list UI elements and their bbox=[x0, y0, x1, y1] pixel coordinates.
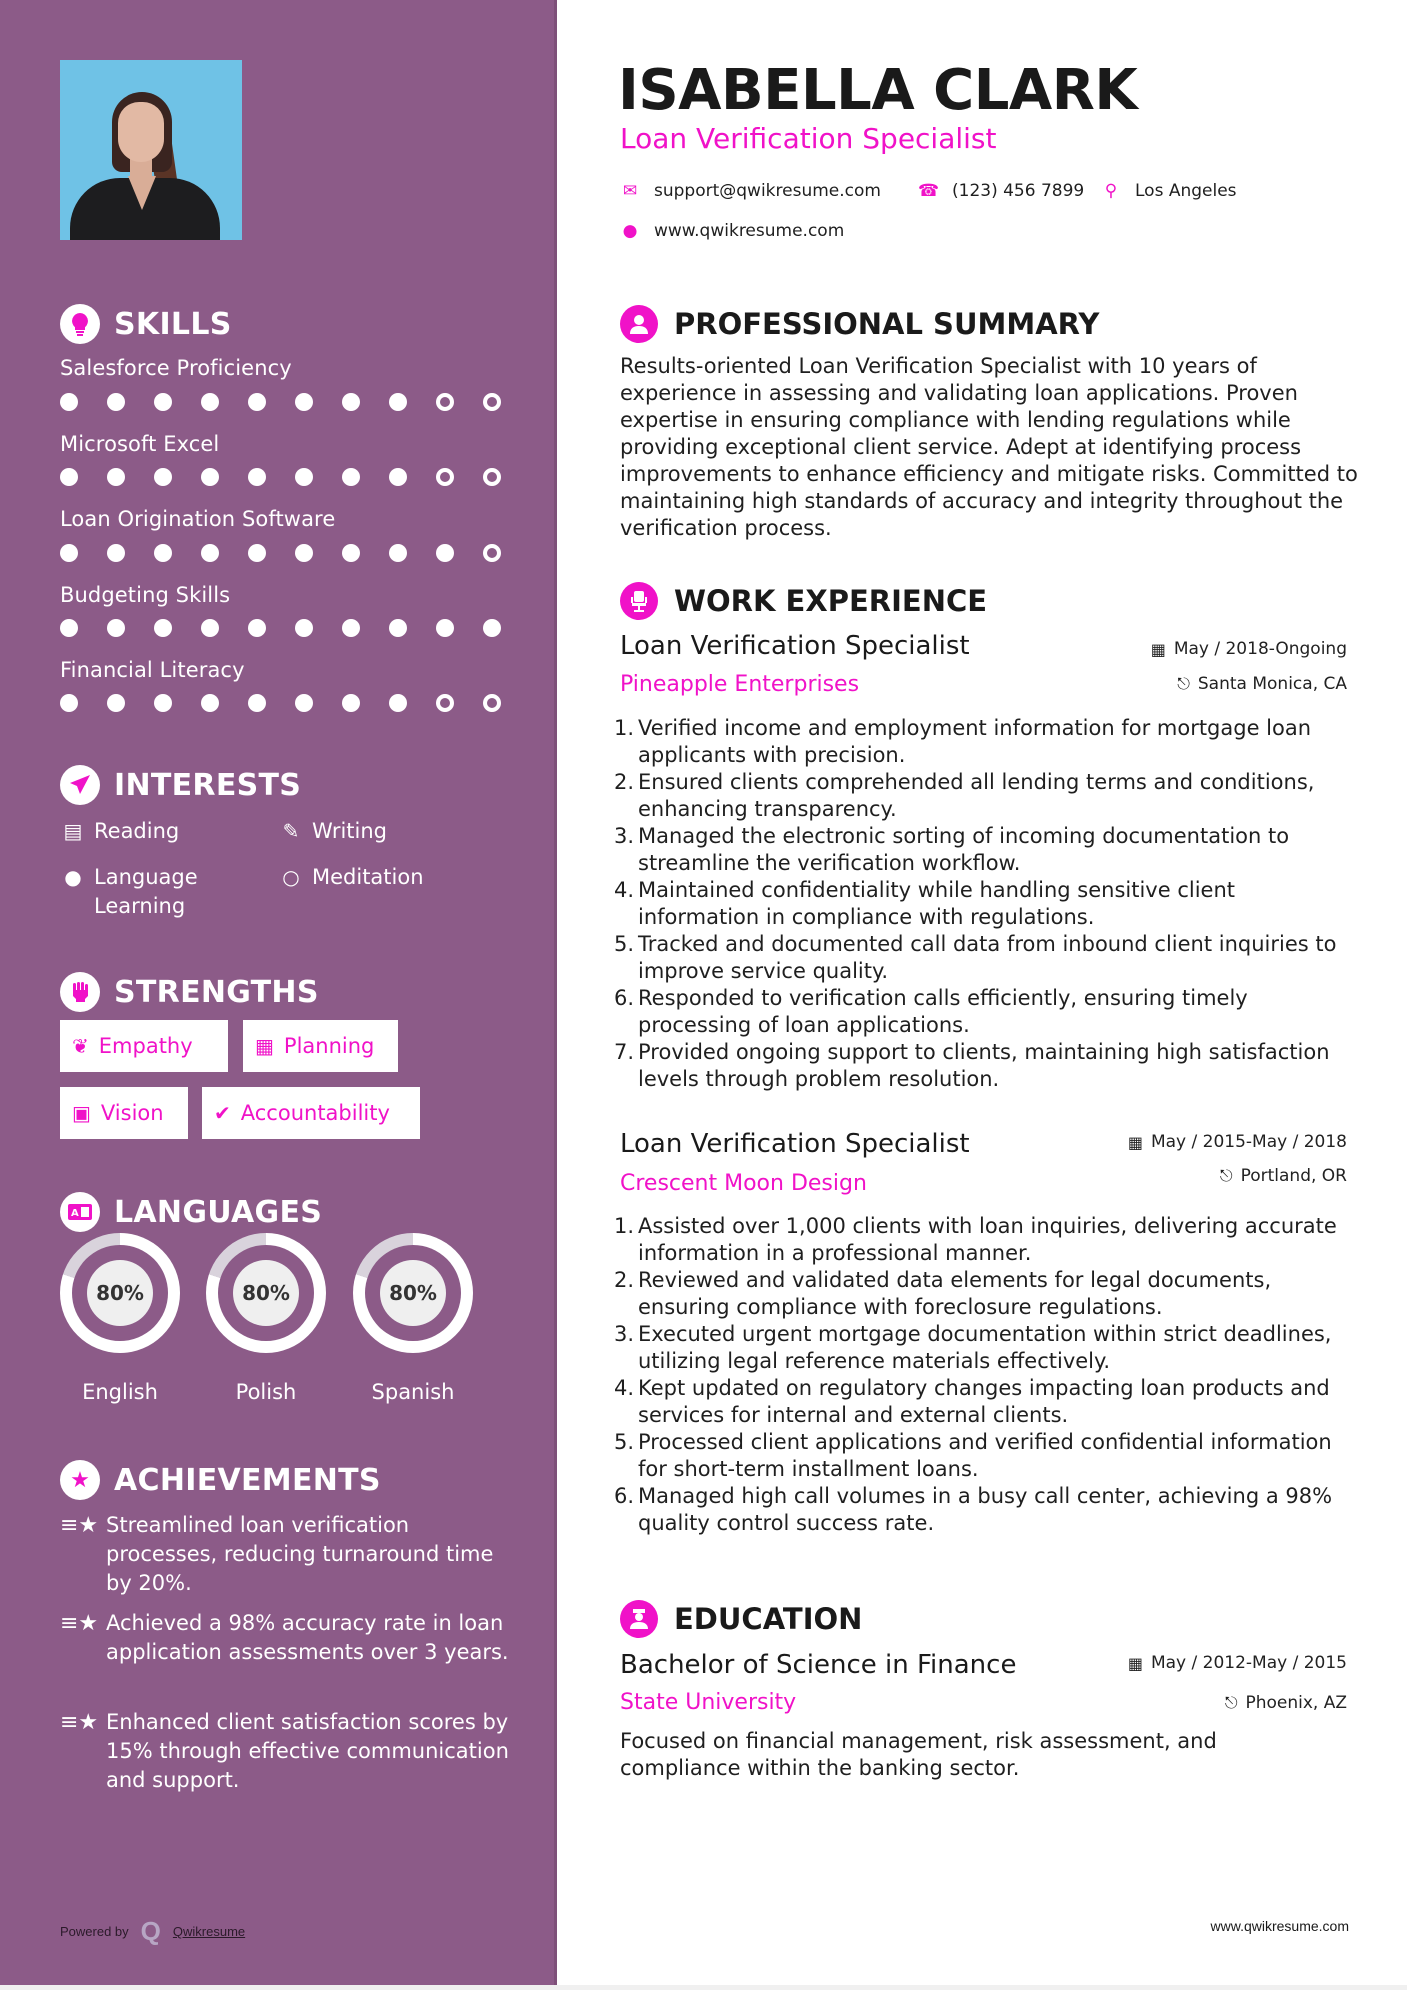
powered-by: Powered by Q Qwikresume bbox=[60, 1916, 246, 1946]
profile-photo bbox=[60, 60, 242, 240]
skill-rating bbox=[60, 393, 501, 411]
contact-phone: ☎ (123) 456 7899 bbox=[918, 181, 1085, 201]
degree-title: Bachelor of Science in Finance bbox=[620, 1650, 1017, 1680]
page-bottom-edge bbox=[0, 1985, 1407, 1990]
job-location: ⎋ Portland, OR bbox=[1219, 1166, 1347, 1186]
skill-label: Salesforce Proficiency bbox=[60, 356, 292, 380]
strength-chip: ▣ Vision bbox=[60, 1087, 188, 1139]
achievement-item: ≡★ Enhanced client satisfaction scores by 15% through effective communication and support. bbox=[60, 1708, 520, 1795]
bullet-item: 5. Processed client applications and verified confidential information for short-term installment loans. bbox=[613, 1430, 1332, 1481]
language-label: Polish bbox=[235, 1380, 297, 1404]
bullet-item: 3. Managed the electronic sorting of incoming documentation to streamline the verification workflow. bbox=[613, 824, 1290, 875]
skill-rating bbox=[60, 544, 501, 562]
education-location: ⎋ Phoenix, AZ bbox=[1224, 1693, 1347, 1713]
skill-rating bbox=[60, 468, 501, 486]
footer-website[interactable]: www.qwikresume.com bbox=[1210, 1918, 1349, 1934]
bullet-item: 5. Tracked and documented call data from inbound client inquiries to improve service quality. bbox=[613, 932, 1337, 983]
interest-item: ▤ Reading bbox=[60, 817, 179, 846]
bullet-item: 2. Reviewed and validated data elements for legal documents, ensuring compliance with foreclosure regulations. bbox=[613, 1268, 1272, 1319]
interests-heading: INTERESTS bbox=[60, 765, 301, 805]
language-meter-english: 80% bbox=[60, 1233, 180, 1353]
qwikresume-logo-icon: Q bbox=[140, 1916, 161, 1946]
binoculars-icon: ▣ bbox=[72, 1101, 91, 1125]
calendar-icon: ▦ bbox=[1127, 1132, 1143, 1152]
fist-icon bbox=[60, 972, 100, 1012]
strengths-heading: STRENGTHS bbox=[60, 972, 319, 1012]
globe-icon: ● bbox=[64, 865, 82, 889]
phone-icon: ☎ bbox=[918, 181, 940, 201]
office-chair-icon bbox=[620, 582, 658, 620]
bullet-item: 7. Provided ongoing support to clients, maintaining high satisfaction levels through problem resolution. bbox=[613, 1040, 1330, 1091]
language-meter-spanish: 80% bbox=[353, 1233, 473, 1353]
summary-text: Results-oriented Loan Verification Specialist with 10 years of experience in assessing and validating loan applications. Proven expertise in ensuring compliance with lending regulations while providing exceptional client service. Adept at identifying process improvements to enhance efficiency and mitigate risks. Committed to maintaining high standards of accuracy and integrity throughout the verification process. bbox=[620, 354, 1358, 540]
pushpin-icon: ⎋ bbox=[1224, 1693, 1238, 1712]
bullet-item: 4. Kept updated on regulatory changes impacting loan products and services for internal and external clients. bbox=[613, 1376, 1330, 1427]
check-circle-icon: ✔ bbox=[214, 1101, 231, 1125]
strength-chip: ❦ Empathy bbox=[60, 1020, 228, 1072]
job-title: Loan Verification Specialist bbox=[620, 1129, 970, 1159]
shooting-star-icon: ≡★ bbox=[60, 1513, 99, 1538]
skill-label: Microsoft Excel bbox=[60, 432, 220, 456]
contact-email: ✉ support@qwikresume.com bbox=[620, 181, 881, 201]
calendar-icon: ▦ bbox=[255, 1034, 274, 1058]
shooting-star-icon: ≡★ bbox=[60, 1611, 99, 1636]
shooting-star-icon: ≡★ bbox=[60, 1710, 99, 1735]
handshake-icon: ❦ bbox=[72, 1034, 89, 1058]
language-meter-polish: 80% bbox=[206, 1233, 326, 1353]
user-icon bbox=[620, 305, 658, 343]
education-description: Focused on financial management, risk assessment, and compliance within the banking sector. bbox=[620, 1729, 1217, 1780]
language-label: English bbox=[82, 1380, 158, 1404]
strength-chip: ▦ Planning bbox=[243, 1020, 398, 1072]
pushpin-icon: ⎋ bbox=[1177, 674, 1190, 693]
interest-item: ● Language Learning bbox=[60, 863, 198, 921]
achievement-item: ≡★ Achieved a 98% accuracy rate in loan application assessments over 3 years. bbox=[60, 1609, 520, 1667]
globe-icon: ● bbox=[622, 221, 638, 241]
svg-text:A: A bbox=[71, 1208, 79, 1219]
contact-website: ● www.qwikresume.com bbox=[620, 221, 844, 241]
skill-label: Budgeting Skills bbox=[60, 583, 231, 607]
calendar-icon: ▦ bbox=[1127, 1653, 1143, 1673]
skills-heading: SKILLS bbox=[60, 304, 232, 344]
circle-icon: ○ bbox=[282, 865, 300, 889]
bullet-item: 1. Assisted over 1,000 clients with loan inquiries, delivering accurate information in a professional manner. bbox=[613, 1214, 1337, 1265]
achievements-heading: ★ ACHIEVEMENTS bbox=[60, 1460, 381, 1500]
interest-item: ✎ Writing bbox=[278, 817, 387, 846]
summary-heading: PROFESSIONAL SUMMARY bbox=[620, 304, 1099, 344]
book-icon: ▤ bbox=[63, 819, 83, 843]
school-name: State University bbox=[620, 1690, 797, 1715]
candidate-name: ISABELLA CLARK bbox=[618, 58, 1138, 123]
qwikresume-link[interactable]: Qwikresume bbox=[172, 1924, 246, 1939]
bullet-item: 4. Maintained confidentiality while handling sensitive client information in compliance with regulations. bbox=[613, 878, 1236, 929]
job-bullets bbox=[610, 1213, 1360, 1537]
job-location: ⎋ Santa Monica, CA bbox=[1177, 674, 1347, 694]
lightbulb-icon bbox=[60, 304, 100, 344]
bullet-item: 1. Verified income and employment information for mortgage loan applicants with precision. bbox=[613, 716, 1312, 767]
language-icon bbox=[60, 1192, 100, 1232]
education-dates: ▦ May / 2012-May / 2015 bbox=[1127, 1653, 1347, 1673]
job-dates: ▦ May / 2018-Ongoing bbox=[1150, 639, 1347, 659]
envelope-icon: ✉ bbox=[622, 181, 638, 201]
job-dates: ▦ May / 2015-May / 2018 bbox=[1127, 1132, 1347, 1152]
skill-label: Financial Literacy bbox=[60, 658, 245, 682]
achievement-item: ≡★ Streamlined loan verification processes, reducing turnaround time by 20%. bbox=[60, 1511, 520, 1598]
skill-label: Loan Origination Software bbox=[60, 507, 336, 531]
map-pin-icon: ⚲ bbox=[1104, 181, 1118, 201]
star-icon: ★ bbox=[60, 1460, 100, 1500]
work-heading: WORK EXPERIENCE bbox=[620, 581, 987, 621]
job-company: Crescent Moon Design bbox=[620, 1171, 867, 1196]
graduate-icon bbox=[620, 1600, 658, 1638]
sidebar bbox=[0, 0, 557, 1985]
job-company: Pineapple Enterprises bbox=[620, 672, 860, 697]
strength-chip: ✔ Accountability bbox=[202, 1087, 420, 1139]
pushpin-icon: ⎋ bbox=[1219, 1166, 1233, 1185]
paper-plane-icon bbox=[60, 765, 100, 805]
contact-location: ⚲ Los Angeles bbox=[1101, 181, 1237, 201]
candidate-title: Loan Verification Specialist bbox=[620, 122, 997, 155]
bullet-item: 2. Ensured clients comprehended all lending terms and conditions, enhancing transparency. bbox=[613, 770, 1315, 821]
skill-rating bbox=[60, 619, 501, 637]
languages-heading: A LANGUAGES bbox=[60, 1192, 322, 1232]
bullet-item: 6. Managed high call volumes in a busy call center, achieving a 98% quality control success rate. bbox=[613, 1484, 1333, 1535]
skill-rating bbox=[60, 694, 501, 712]
interest-item: ○ Meditation bbox=[278, 863, 424, 892]
job-bullets bbox=[610, 715, 1360, 1093]
bullet-item: 6. Responded to verification calls efficiently, ensuring timely processing of loan applications. bbox=[613, 986, 1248, 1037]
pencil-icon: ✎ bbox=[282, 819, 300, 843]
job-title: Loan Verification Specialist bbox=[620, 631, 970, 661]
bullet-item: 3. Executed urgent mortgage documentation within strict deadlines, utilizing legal reference materials effectively. bbox=[613, 1322, 1332, 1373]
language-label: Spanish bbox=[371, 1380, 455, 1404]
calendar-icon: ▦ bbox=[1150, 639, 1166, 659]
education-heading: EDUCATION bbox=[620, 1599, 862, 1639]
